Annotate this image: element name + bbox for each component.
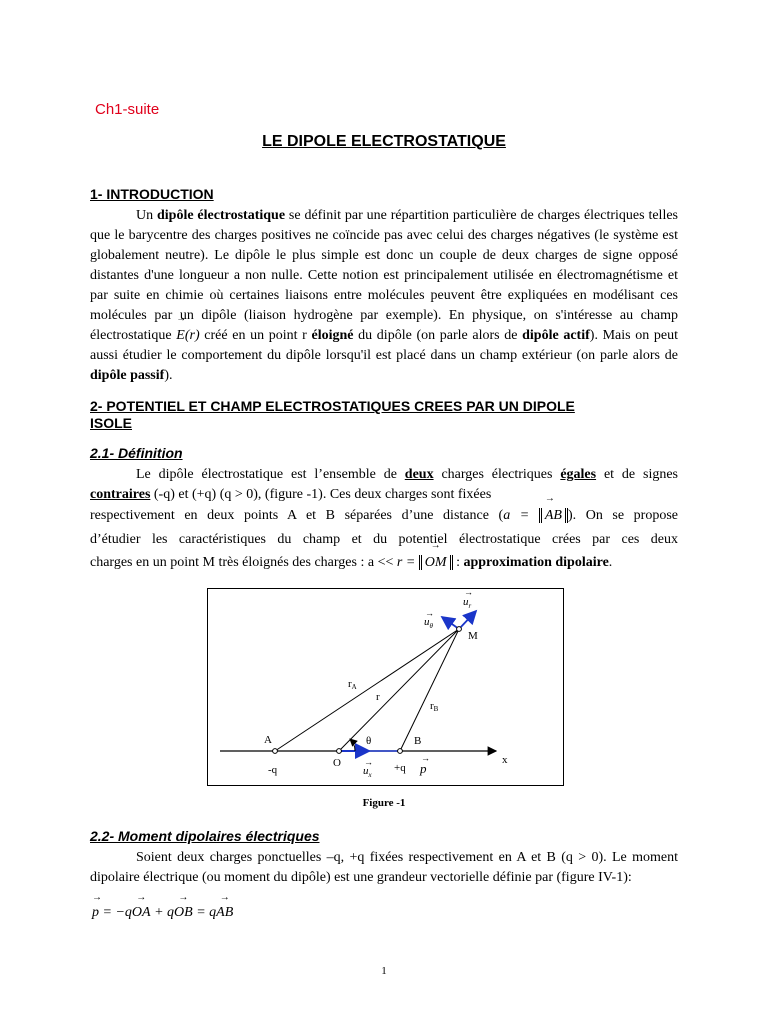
subsection-2-1-heading: 2.1- Définition <box>90 445 183 461</box>
section-1-paragraph: Un dipôle électrostatique se définit par une répartition particulière de charges électriques telles que le barycentre des charges positives ne coïncide pas avec celui des charges négatives (le système est globalement neutre). Le dipôle le plus simple est donc un couple de deux charges de signe opposé distantes d'une longueur a non nulle. Cette notion est principalement utilisée en électromagnétisme et par suite en chimie où certaines liaisons entre molécules peuvent être expliquées en modélisant ces molécules par un dipôle (liaison hydrogène par exemple). En physique, on s'intéresse au champ électrostatique → E(r) créé en un point r éloigné du dipôle (on parle alors de dipôle actif). Mais on peut aussi étudier le comportement du dipôle lorsqu'il est placé dans un champ extérieur (on parle alors de dipôle passif). <box>90 206 678 386</box>
label-A: A <box>264 734 272 746</box>
label-M: M <box>468 630 478 642</box>
point-A <box>273 749 278 754</box>
svg-text:→: → <box>421 753 430 763</box>
svg-text:→: → <box>464 589 473 597</box>
definition-line-3: respectivement en deux points A et B séparées d’une distance (a = → AB ). On se propose <box>90 506 678 526</box>
vector-p: → p <box>92 905 99 921</box>
r-line <box>339 629 459 751</box>
point-B <box>398 749 403 754</box>
label-O: O <box>333 757 341 769</box>
vector-OM: → OM <box>425 553 447 573</box>
section-1-heading: 1- INTRODUCTION <box>90 186 214 202</box>
label-rB: r <box>430 700 434 712</box>
moment-paragraph: Soient deux charges ponctuelles –q, +q fixées respectivement en A et B (q > 0). Le moment dipolaire électrique (ou moment du dipôle) est une grandeur vectorielle définie par (figure IV-1): <box>90 850 678 885</box>
utheta-vector <box>442 617 459 629</box>
page-title: LE DIPOLE ELECTROSTATIQUE <box>262 133 506 150</box>
definition-line-4: d’étudier les caractéristiques du champ et du potentiel électrostatique crées par ces deux <box>90 532 678 547</box>
label-utheta: u <box>424 616 430 628</box>
svg-text:→: → <box>364 757 373 767</box>
svg-text:uθ: $u_\theta$ <box>424 616 433 630</box>
label-minus-q: -q <box>268 764 278 776</box>
theta-arc <box>350 739 355 751</box>
label-p: p <box>420 761 427 776</box>
label-ux: u <box>363 765 369 777</box>
svg-text:ux: $u_x$ <box>363 765 372 779</box>
label-B: B <box>414 735 422 747</box>
vector-OB: → OB <box>174 905 193 921</box>
point-M <box>457 627 462 632</box>
vector-E: → E <box>176 326 185 346</box>
rb-line <box>400 629 459 751</box>
svg-text:→: → <box>425 608 434 618</box>
label-r: r <box>376 691 380 703</box>
label-rA: r <box>348 678 352 690</box>
subsection-2-2-heading: 2.2- Moment dipolaires électriques <box>90 828 320 844</box>
label-theta: θ <box>366 735 372 747</box>
label-plus-q: +q <box>394 762 406 774</box>
dipole-moment-equation: → p = −q→ OA + q→ OB = q→ AB <box>92 905 233 921</box>
vector-AB: → AB <box>545 506 562 526</box>
point-O <box>337 749 342 754</box>
figure-1-frame <box>207 588 564 786</box>
vector-AB-eq: → AB <box>216 905 233 921</box>
figure-caption: Figure -1 <box>362 797 406 809</box>
definition-lines-1-2: Le dipôle électrostatique est l’ensemble de deux charges électriques égales et de signes contraires (-q) et (+q) (q > 0), (figure -1). Ces deux charges sont fixées <box>90 467 678 502</box>
section-2-heading-line2: ISOLE <box>90 415 133 431</box>
definition-line-5: charges en un point M très éloignés des charges : a << r = → OM : approximation dipolaire. <box>90 553 678 573</box>
ra-line <box>275 629 459 751</box>
dipole-diagram <box>208 589 563 785</box>
vector-OA: → OA <box>132 905 151 921</box>
section-2-heading-line1: 2- POTENTIEL ET CHAMP ELECTROSTATIQUES CREES PAR UN DIPOLE <box>90 398 575 414</box>
svg-text:rB: rB <box>430 700 439 713</box>
label-x: x <box>502 754 508 766</box>
ur-vector <box>459 611 476 629</box>
page-number: 1 <box>381 965 387 977</box>
chapter-label: Ch1-suite <box>95 101 160 118</box>
svg-text:ur: $u_r$ <box>463 596 472 610</box>
label-ur: u <box>463 596 469 608</box>
svg-text:rA: rA <box>348 678 357 691</box>
